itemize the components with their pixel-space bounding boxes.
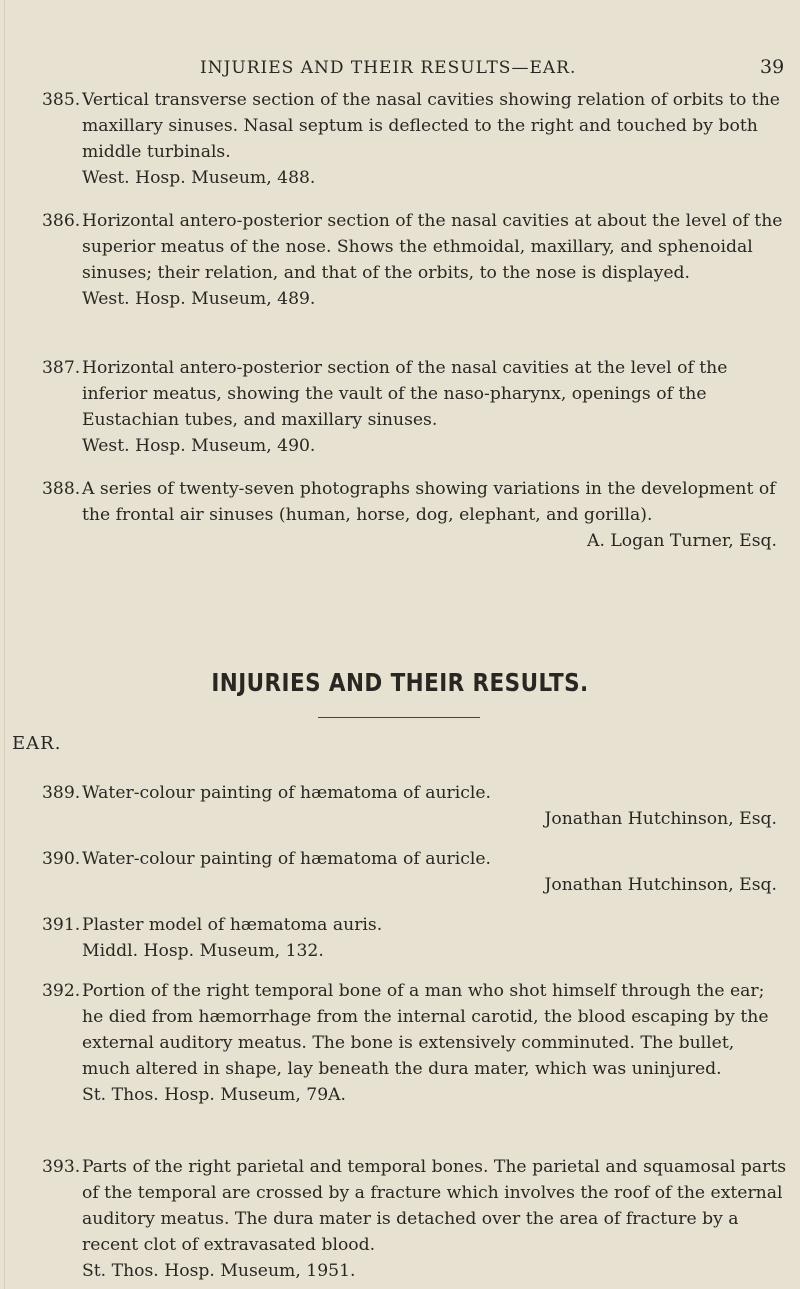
entry-source: Jonathan Hutchinson, Esq. (544, 875, 777, 895)
entry-source: St. Thos. Hosp. Museum, 79A. (82, 1085, 347, 1105)
entry-text: Horizontal antero-posterior section of the nasal cavities at about the level of the superior meatus of the nose. Shows the ethmoidal, maxillary, and sphenoidal sinuses; their relation, and that of the orbits, to the nose is displayed. (82, 211, 783, 283)
entry-source: Jonathan Hutchinson, Esq. (544, 809, 777, 829)
entry-number: 392. (42, 981, 81, 1001)
entry-text: Portion of the right temporal bone of a man who shot himself through the ear; he died from hæmorrhage from the internal carotid, the blood escaping by the external auditory meatus. The bone is extensively comminuted. The bullet, much altered in shape, lay beneath the dura mater, which was uninjured. (82, 981, 769, 1079)
section-title-rule (318, 717, 480, 718)
entry-text: A series of twenty-seven photographs showing variations in the development of the frontal air sinuses (human, horse, dog, elephant, and gorilla). (82, 479, 776, 525)
catalogue-entry (42, 912, 787, 964)
entry-text: Water-colour painting of hæmatoma of auricle. (82, 849, 492, 869)
entry-text: Parts of the right parietal and temporal bones. The parietal and squamosal parts of the temporal are crossed by a fracture which involves the roof of the external auditory meatus. The dura mater is detached over the area of fracture by a recent clot of extravasated blood. (82, 1157, 787, 1255)
entry-text: Horizontal antero-posterior section of the nasal cavities at the level of the inferior meatus, showing the vault of the naso-pharynx, openings of the Eustachian tubes, and maxillary sinuses. (82, 358, 728, 430)
catalogue-entry (42, 1154, 787, 1284)
running-head: INJURIES AND THEIR RESULTS—EAR. (200, 58, 577, 78)
entry-source: West. Hosp. Museum, 489. (82, 289, 316, 309)
entry-source: Middl. Hosp. Museum, 132. (82, 941, 324, 961)
entry-source: West. Hosp. Museum, 488. (82, 168, 316, 188)
entry-text: Water-colour painting of hæmatoma of auricle. (82, 783, 492, 803)
catalogue-entry (42, 87, 787, 191)
catalogue-entry (42, 780, 787, 832)
catalogue-entry (42, 208, 787, 312)
entry-text: Plaster model of hæmatoma auris. (82, 915, 383, 935)
catalogue-entry (42, 846, 787, 898)
page-gutter-line (4, 0, 5, 1289)
entry-number: 391. (42, 915, 81, 935)
page-number: 39 (760, 56, 785, 78)
entry-source: West. Hosp. Museum, 490. (82, 436, 316, 456)
entry-number: 390. (42, 849, 81, 869)
catalogue-entry (42, 355, 787, 459)
catalogue-entry (42, 476, 787, 554)
entry-number: 387. (42, 358, 81, 378)
entry-source: A. Logan Turner, Esq. (587, 531, 777, 551)
catalogue-entry (42, 978, 787, 1108)
entry-text: Vertical transverse section of the nasal cavities showing relation of orbits to the maxillary sinuses. Nasal septum is deflected to the right and touched by both middle turbinals. (82, 90, 780, 162)
section-subheading: EAR. (12, 733, 62, 754)
entry-number: 393. (42, 1157, 81, 1177)
entry-number: 389. (42, 783, 81, 803)
section-title: INJURIES AND THEIR RESULTS. (211, 668, 589, 697)
entry-source: St. Thos. Hosp. Museum, 1951. (82, 1261, 356, 1281)
entry-number: 388. (42, 479, 81, 499)
entry-number: 385. (42, 90, 81, 110)
entry-number: 386. (42, 211, 81, 231)
